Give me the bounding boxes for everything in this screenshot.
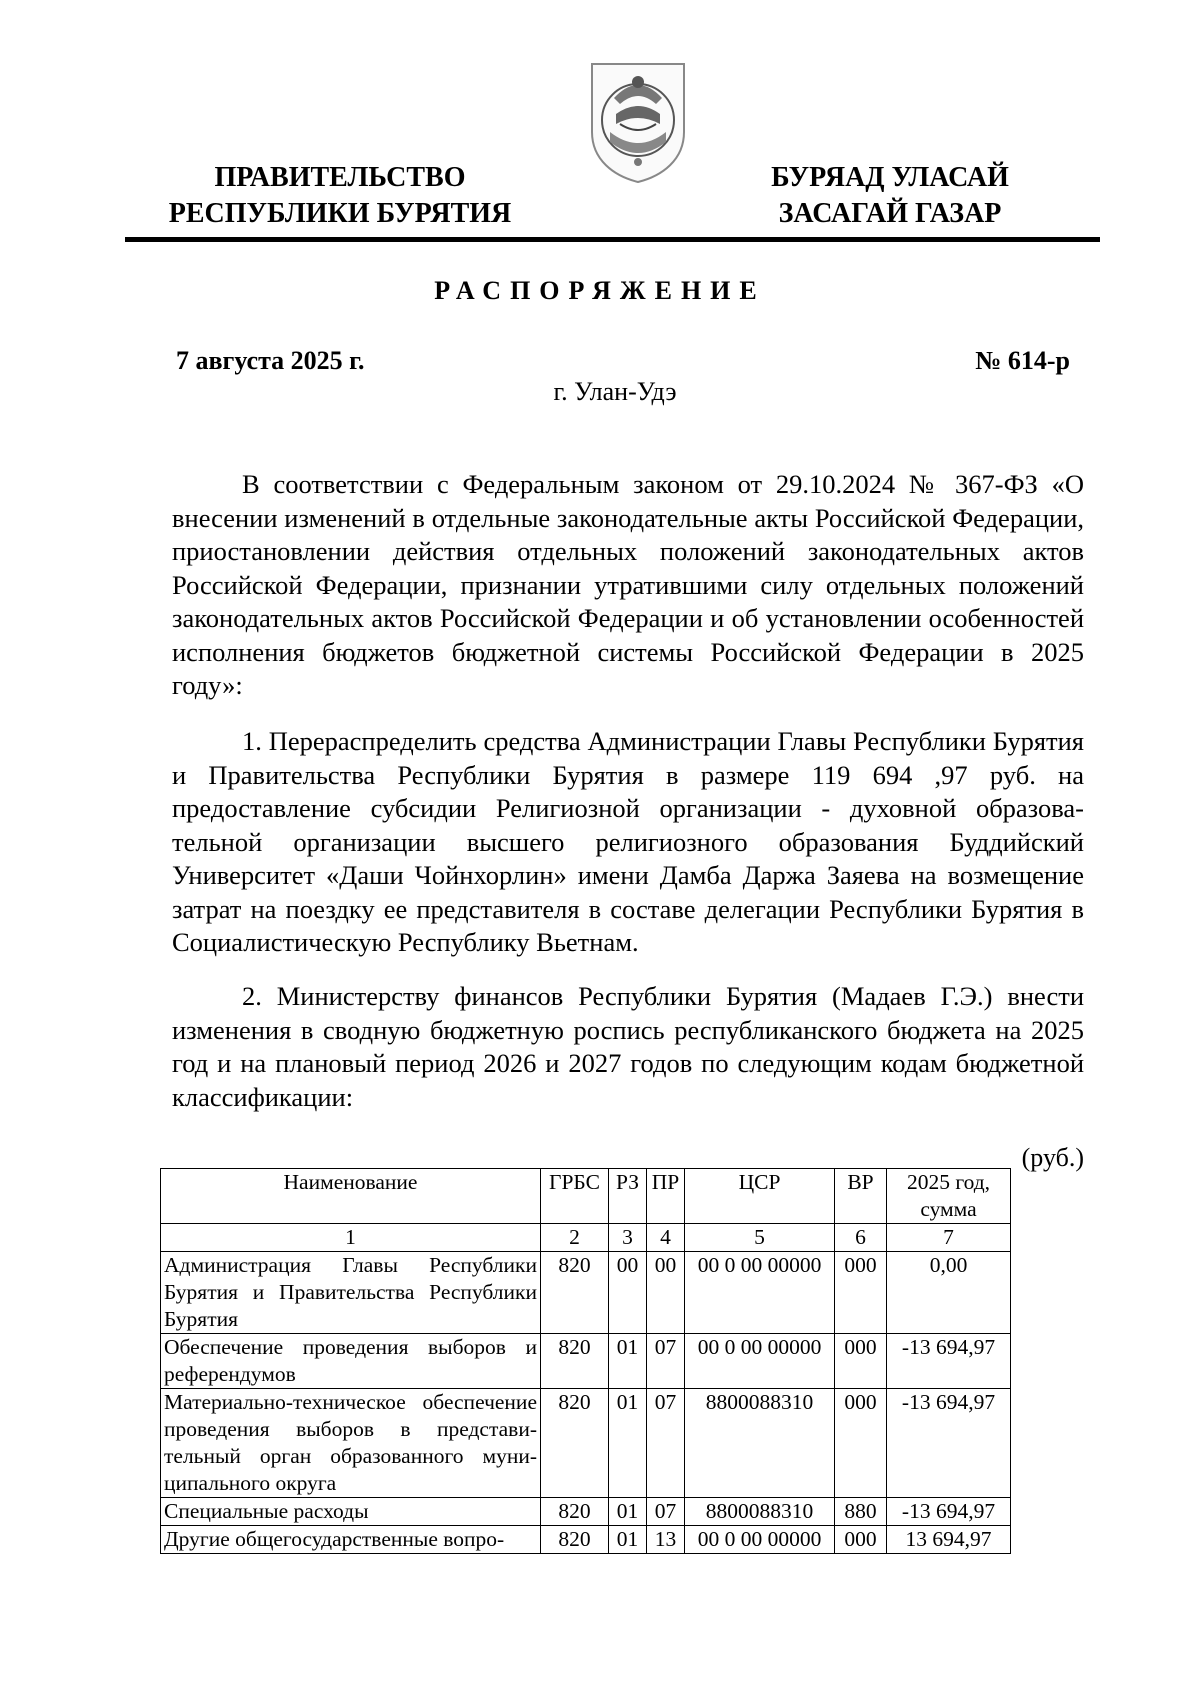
row-pr: 07 [647,1498,685,1526]
government-name-ru-line1: ПРАВИТЕЛЬСТВО [214,162,466,193]
table-unit: (руб.) [1021,1143,1084,1172]
government-name-bua-line2: ЗАСАГАЙ ГАЗАР [778,198,1002,229]
row-rz: 00 [609,1252,647,1334]
item-1-paragraph: 1. Перераспределить средства Администрации Главы Республики Бурятия и Правительства Республики Бурятия в размере 119 694 ,97 руб. на предоставление субсидии Религиозной организации - духовной образовательной организации высшего религиозного образования Буддийский Университет «Даши Чойнхорлин» имени Дамба Даржа Заяева на возмещение затрат на поездку ее представителя в составе делегации Республики Бурятия в Социалистическую Республику Вьетнам. [172,726,1084,957]
table-row [161,1252,1011,1334]
row-rz: 01 [609,1389,647,1498]
row-csr: 8800088310 [685,1498,835,1526]
row-vr: 880 [835,1498,887,1526]
intro-paragraph: В соответствии с Федеральным законом от 29.10.2024 № 367-ФЗ «О внесении изменений в отдельные законодательные акты Российской Федерации, приостановлении действия отдельных положений законодательных актов Российской Федерации, признании утратившими силу отдельных положений законодательных актов Российской Федерации и об установлении особенностей исполнения бюджетов бюджетной системы Российской Федерации в 2025 году»: [172,469,1084,700]
column-number: 2 [541,1224,609,1252]
header-grbs: ГРБС [541,1169,609,1224]
budget-table [160,1168,1011,1554]
header-name: Наименование [161,1169,541,1224]
header-pr: ПР [647,1169,685,1224]
document-city: г. Улан-Удэ [553,377,677,406]
row-vr: 000 [835,1526,887,1554]
row-sum: -13 694,97 [887,1498,1011,1526]
row-sum: 0,00 [887,1252,1011,1334]
column-number: 1 [161,1224,541,1252]
header-vr: ВР [835,1169,887,1224]
row-grbs: 820 [541,1252,609,1334]
row-name: Администрация Главы Республики Бурятия и Правительства Республики Бурятия [161,1252,541,1334]
row-rz: 01 [609,1334,647,1389]
row-pr: 00 [647,1252,685,1334]
row-vr: 000 [835,1334,887,1389]
row-sum: -13 694,97 [887,1334,1011,1389]
table-row [161,1498,1011,1526]
government-name-bua-line1: БУРЯАД УЛАСАЙ [771,162,1009,193]
table-row [161,1334,1011,1389]
government-name-ru [150,160,530,232]
document-type: РАСПОРЯЖЕНИЕ [434,276,766,305]
document-date: 7 августа 2025 г. [176,346,365,375]
row-name: Специальные расходы [161,1498,541,1526]
row-csr: 00 0 00 00000 [685,1252,835,1334]
column-number: 7 [887,1224,1011,1252]
table-row [161,1389,1011,1498]
government-name-bua [740,160,1040,232]
column-number: 3 [609,1224,647,1252]
row-csr: 00 0 00 00000 [685,1334,835,1389]
coat-of-arms-icon [586,58,690,186]
government-name-ru-line2: РЕСПУБЛИКИ БУРЯТИЯ [168,198,512,229]
header-divider [125,237,1100,242]
row-name: Материально-техническое обеспечение проведения выборов в представительный орган образованного муниципального округа [161,1389,541,1498]
row-rz: 01 [609,1498,647,1526]
row-csr: 8800088310 [685,1389,835,1498]
column-number: 5 [685,1224,835,1252]
row-pr: 07 [647,1334,685,1389]
row-csr: 00 0 00 00000 [685,1526,835,1554]
table-row [161,1526,1011,1554]
column-number: 6 [835,1224,887,1252]
table-header-row [161,1169,1011,1224]
header-rz: РЗ [609,1169,647,1224]
header-csr: ЦСР [685,1169,835,1224]
table-column-number-row [161,1224,1011,1252]
row-sum: 13 694,97 [887,1526,1011,1554]
row-vr: 000 [835,1252,887,1334]
header-sum: 2025 год, сумма [887,1169,1011,1224]
item-2-paragraph: 2. Министерству финансов Республики Бурятия (Мадаев Г.Э.) внести изменения в сводную бюджетную роспись республиканского бюджета на 2025 год и на плановый период 2026 и 2027 годов по следующим кодам бюджетной классификации: [172,981,1084,1112]
row-sum: -13 694,97 [887,1389,1011,1498]
row-name: Обеспечение проведения выборов и референдумов [161,1334,541,1389]
row-grbs: 820 [541,1526,609,1554]
row-grbs: 820 [541,1389,609,1498]
row-pr: 13 [647,1526,685,1554]
document-number: № 614-р [975,346,1070,375]
row-pr: 07 [647,1389,685,1498]
row-vr: 000 [835,1389,887,1498]
column-number: 4 [647,1224,685,1252]
row-grbs: 820 [541,1498,609,1526]
row-rz: 01 [609,1526,647,1554]
row-name: Другие общегосударственные вопро- [161,1526,541,1554]
row-grbs: 820 [541,1334,609,1389]
